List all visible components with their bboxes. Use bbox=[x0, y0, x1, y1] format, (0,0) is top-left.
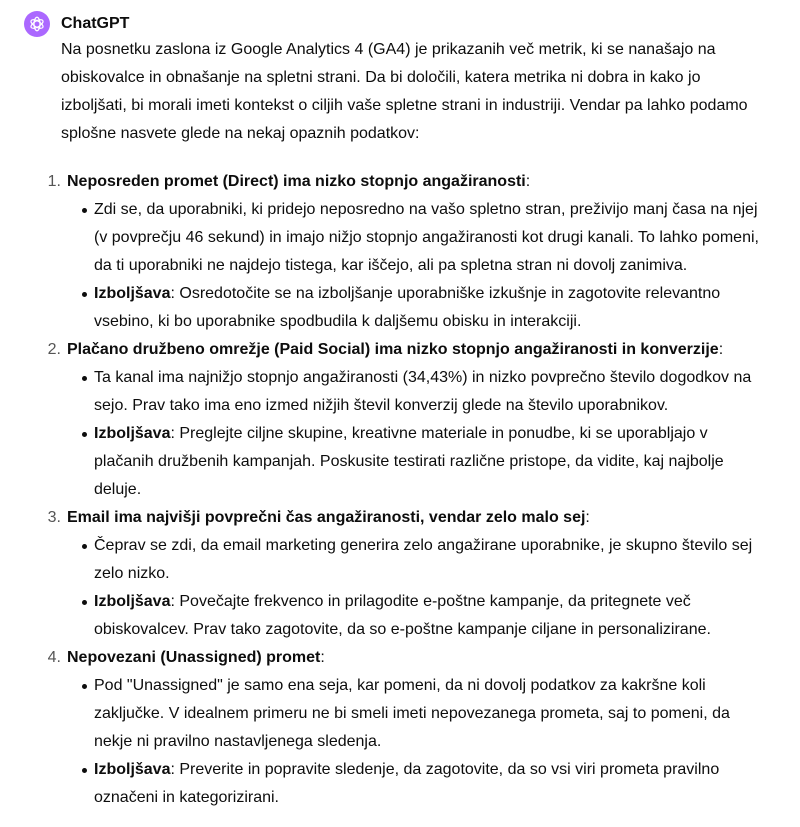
bullet-label: Izboljšava bbox=[94, 425, 171, 442]
point-heading bbox=[67, 504, 761, 532]
point-heading bbox=[67, 336, 761, 364]
point-title: Plačano družbeno omrežje (Paid Social) ima nizko stopnjo angažiranosti in konverzije bbox=[67, 341, 719, 358]
bullet-dot-icon bbox=[82, 544, 87, 549]
list-item-number: 1. bbox=[47, 173, 61, 190]
bullet-text: Zdi se, da uporabniki, ki pridejo neposredno na vašo spletno stran, preživijo manj časa na njej (v povprečju 46 sekund) in imajo nižjo stopnjo angažiranosti kot drugi kanali. To lahko pomeni, da ti uporabniki ne najdejo tistega, kar iščejo, ali pa spletna stran ni dovolj zanimiva. bbox=[94, 201, 759, 274]
list-item bbox=[47, 644, 761, 812]
list-item bbox=[47, 504, 761, 644]
bullet-dot-icon bbox=[82, 684, 87, 689]
list-item bbox=[47, 336, 761, 504]
bullet-list bbox=[67, 196, 761, 336]
bullet-label: Izboljšava bbox=[94, 761, 171, 778]
point-title-colon: : bbox=[718, 341, 724, 358]
point-title: Nepovezani (Unassigned) promet bbox=[67, 649, 321, 666]
bullet-item bbox=[67, 280, 761, 336]
list-item bbox=[47, 168, 761, 336]
bullet-item bbox=[67, 532, 761, 588]
bullet-dot-icon bbox=[82, 292, 87, 297]
point-title-colon: : bbox=[320, 649, 325, 666]
bullet-text: Pod "Unassigned" je samo ena seja, kar pomeni, da ni dovolj podatkov za kakršne koli zaključke. V idealnem primeru ne bi smeli imeti nepovezanega prometa, saj to pomeni, da nekje ni pravilno nastavljenega sledenja. bbox=[94, 677, 730, 750]
bullet-dot-icon bbox=[82, 600, 87, 605]
bullet-label: Izboljšava bbox=[94, 285, 171, 302]
point-title: Neposreden promet (Direct) ima nizko stopnjo angažiranosti bbox=[67, 173, 526, 190]
bullet-list bbox=[67, 364, 761, 504]
list-item-number: 3. bbox=[47, 509, 61, 526]
bullet-list bbox=[67, 672, 761, 812]
intro-paragraph: Na posnetku zaslona iz Google Analytics 4 (GA4) je prikazanih več metrik, ki se nanašajo na obiskovalce in obnašanje na spletni strani. Da bi določili, katera metrika ni dobra in kako jo izboljšati, bi morali imeti kontekst o ciljih vaše spletne strani in industriji. Vendar pa lahko podamo splošne nasvete glede na nekaj opaznih podatkov: bbox=[61, 41, 748, 142]
list-item-number: 2. bbox=[47, 341, 61, 358]
bullet-text: Čeprav se zdi, da email marketing generira zelo angažirane uporabnike, je skupno število sej zelo nizko. bbox=[94, 537, 753, 582]
bullet-dot-icon bbox=[82, 208, 87, 213]
bullet-text: : Osredotočite se na izboljšanje uporabniške izkušnje in zagotovite relevantno vsebino, ki bo uporabnike spodbudila k daljšemu obisku in interakciji. bbox=[94, 285, 721, 330]
point-heading bbox=[67, 644, 761, 672]
bullet-text: : Povečajte frekvenco in prilagodite e-poštne kampanje, da pritegnete več obiskovalcev. Prav tako zagotovite, da so e-poštne kampanje ciljane in personalizirane. bbox=[94, 593, 711, 638]
bullet-item bbox=[67, 672, 761, 756]
bullet-list bbox=[67, 532, 761, 644]
numbered-list bbox=[47, 168, 761, 812]
message-body bbox=[47, 36, 761, 812]
bullet-item bbox=[67, 588, 761, 644]
point-title: Email ima najvišji povprečni čas angažiranosti, vendar zelo malo sej bbox=[67, 509, 586, 526]
bullet-item bbox=[67, 196, 761, 280]
bullet-item bbox=[67, 756, 761, 812]
bullet-dot-icon bbox=[82, 376, 87, 381]
chatgpt-avatar bbox=[24, 11, 50, 37]
bullet-dot-icon bbox=[82, 768, 87, 773]
openai-logo-icon bbox=[28, 15, 46, 33]
bullet-text: : Preverite in popravite sledenje, da zagotovite, da so vsi viri prometa pravilno označeni in kategorizirani. bbox=[94, 761, 720, 806]
list-item-number: 4. bbox=[47, 649, 61, 666]
bullet-item bbox=[67, 364, 761, 420]
bullet-item bbox=[67, 420, 761, 504]
bullet-text: Ta kanal ima najnižjo stopnjo angažiranosti (34,43%) in nizko povprečno število dogodkov na sejo. Prav tako ima eno izmed nižjih števil konverzij glede na število uporabnikov. bbox=[94, 369, 752, 414]
bullet-label: Izboljšava bbox=[94, 593, 171, 610]
point-title-colon: : bbox=[585, 509, 590, 526]
bullet-dot-icon bbox=[82, 432, 87, 437]
message-author: ChatGPT bbox=[61, 15, 130, 32]
point-title-colon: : bbox=[525, 173, 531, 190]
bullet-text: : Preglejte ciljne skupine, kreativne materiale in ponudbe, ki se uporabljajo v plačanih družbenih kampanjah. Poskusite testirati različne pristope, da vidite, kaj najbolje deluje. bbox=[94, 425, 724, 498]
point-heading bbox=[67, 168, 761, 196]
